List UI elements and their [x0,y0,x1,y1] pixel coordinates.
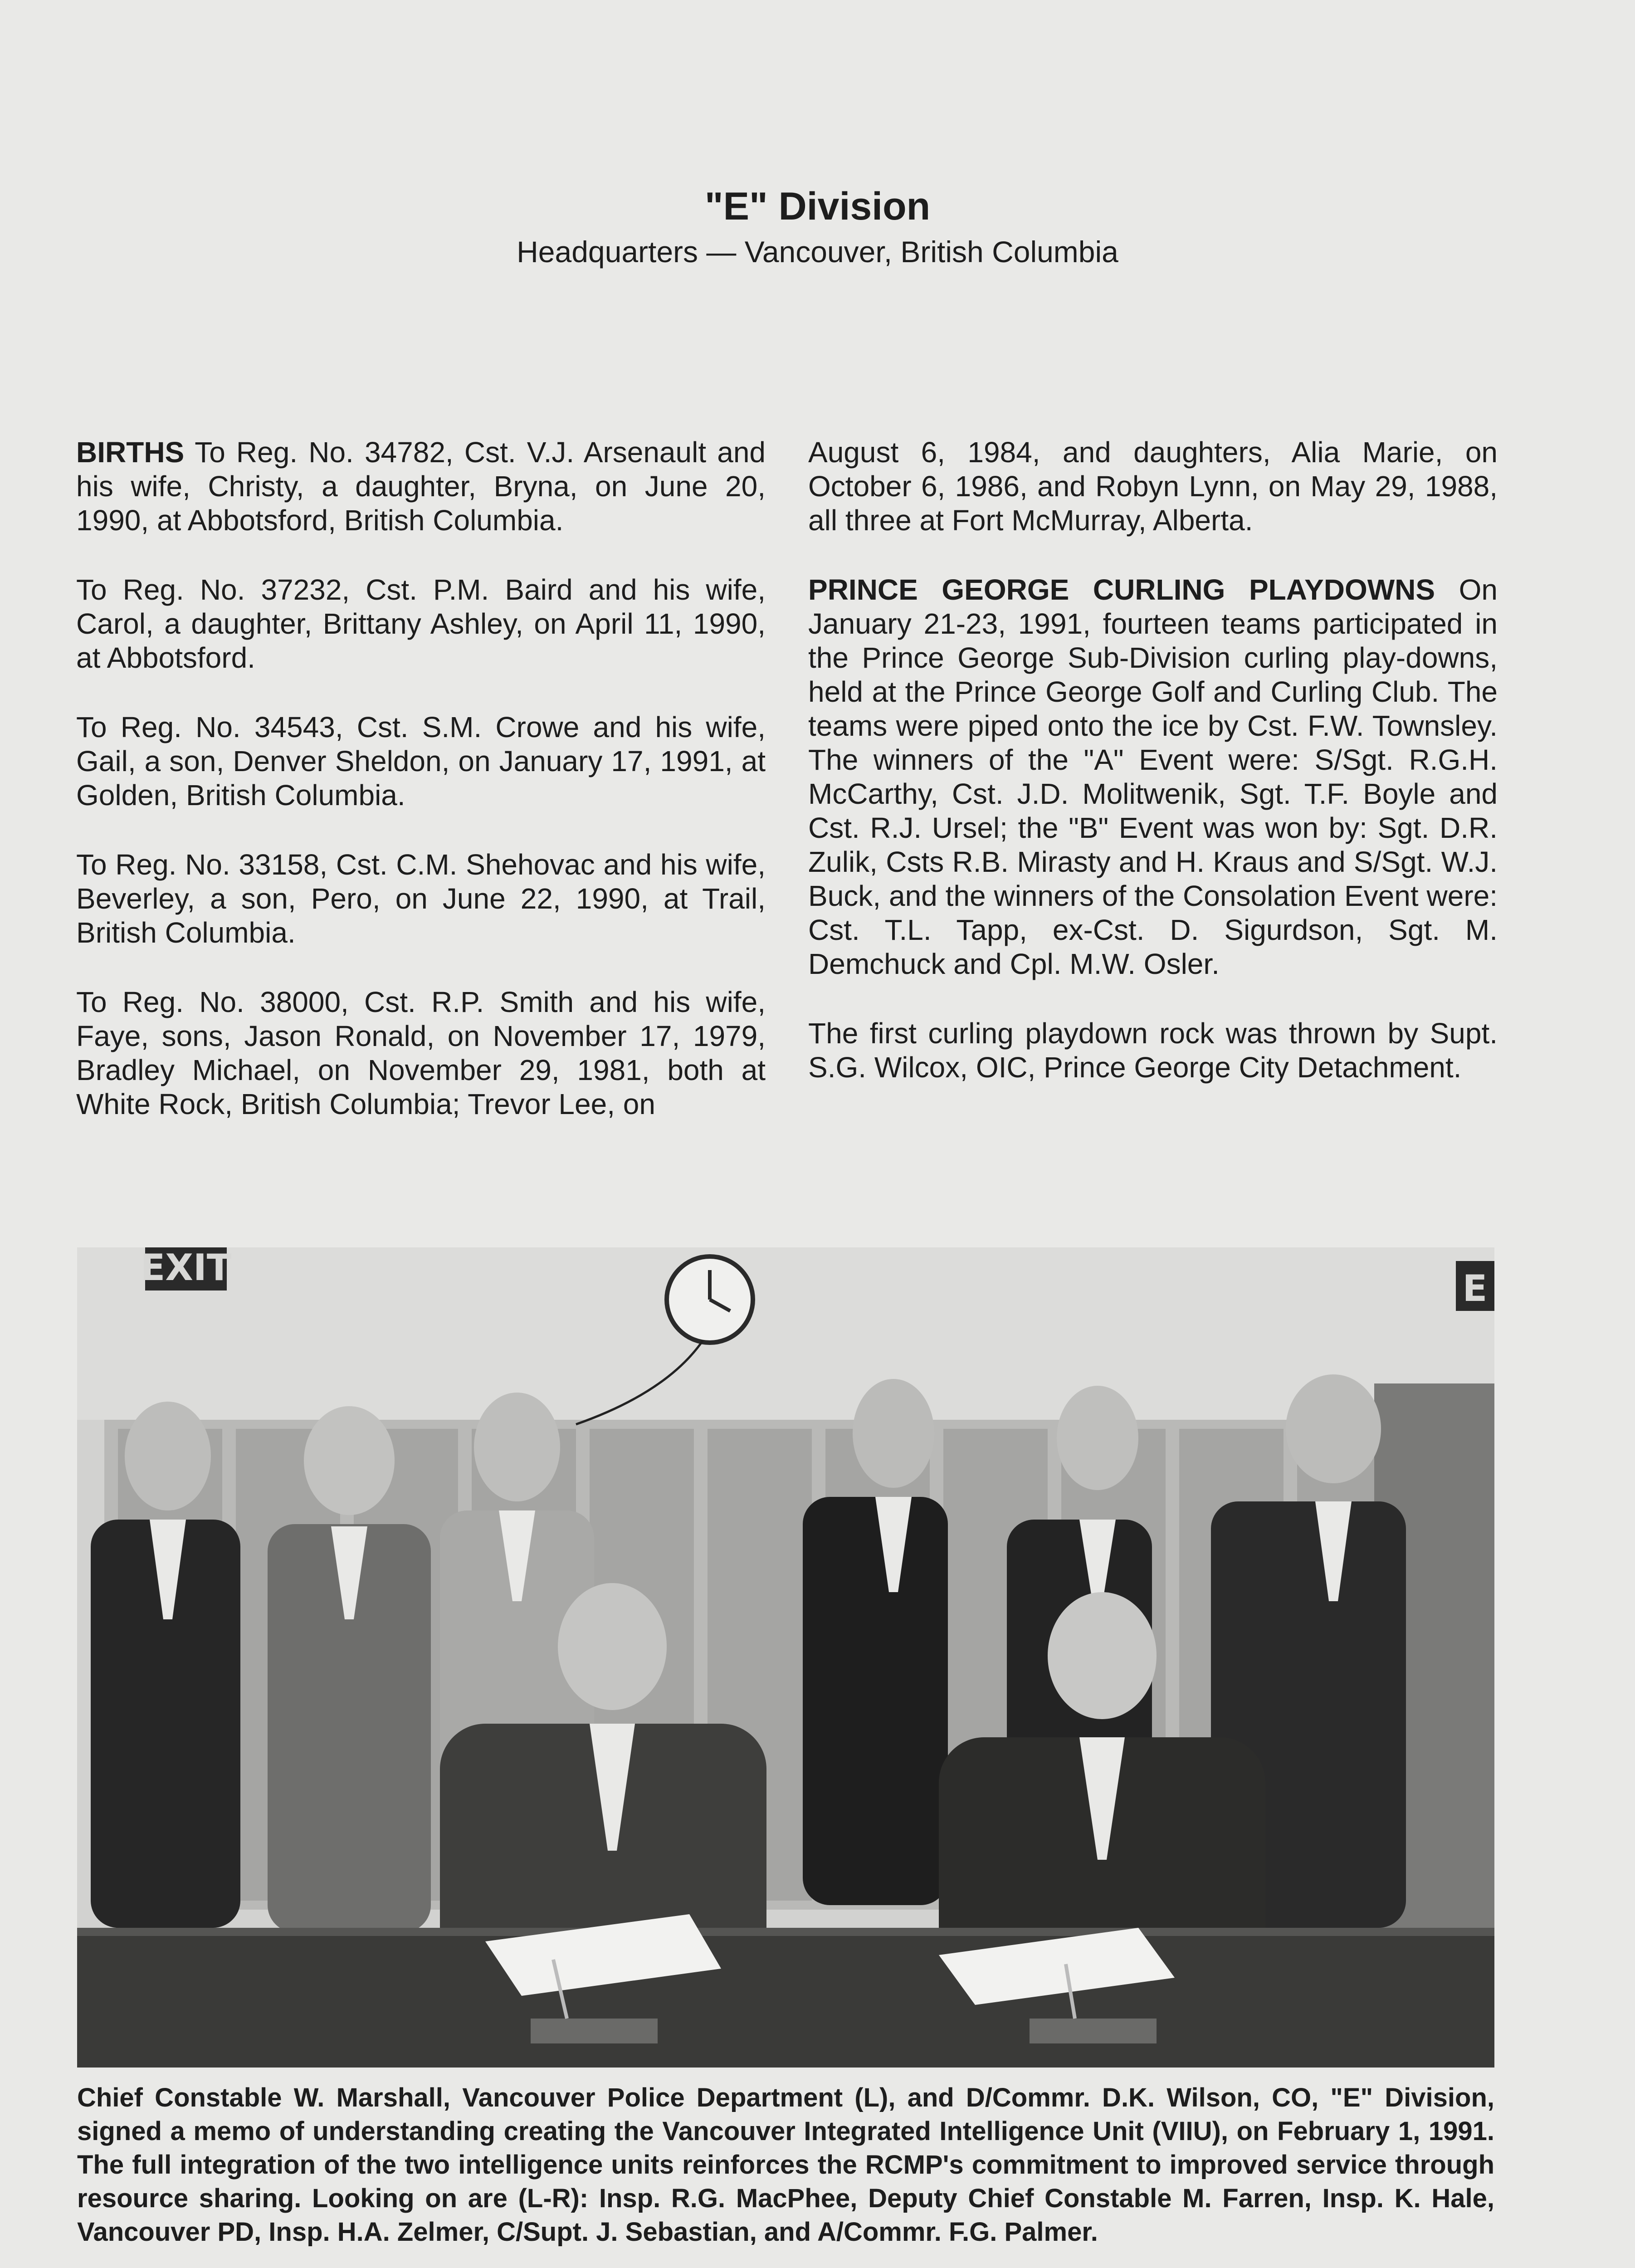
photo-caption: Chief Constable W. Marshall, Vancouver Police Department (L), and D/Commr. D.K. Wilson, CO, "E" Division, signed a memo of understanding creating the Vancouver Integrated Intelligence Unit (VIIU), on February 1, 1991. The full integration of the two intelligence units reinforces the RCMP's commitment to improved service through resource sharing. Looking on are (L-R): Insp. R.G. MacPhee, Deputy Chief Constable M. Farren, Insp. K. Hale, Vancouver PD, Insp. H.A. Zelmer, C/Supt. J. Sebastian, and A/Commr. F.G. Palmer. [77,2083,1494,2247]
births-paragraph-5: To Reg. No. 38000, Cst. R.P. Smith and his wife, Faye, sons, Jason Ronald, on November 17, 1979, Bradley Michael, on November 29, 1981, both at White Rock, British Columbia; Trevor Lee, on [76,986,766,1120]
births-paragraph-2: To Reg. No. 37232, Cst. P.M. Baird and his wife, Carol, a daughter, Brittany Ashley, on April 11, 1990, at Abbotsford. [76,573,766,674]
left-column [76,435,766,1157]
page-header [0,181,1635,272]
page-subtitle: Headquarters — Vancouver, British Columbia [517,235,1118,269]
page-title: "E" Division [704,185,931,228]
births-heading: BIRTHS [76,436,185,469]
exit-sign: EXIT [140,1247,232,1289]
births-paragraph-4: To Reg. No. 33158, Cst. C.M. Shehovac and his wife, Beverley, a son, Pero, on June 22, 1990, at Trail, British Columbia. [76,848,766,949]
curling-paragraph-2: The first curling playdown rock was thrown by Supt. S.G. Wilcox, OIC, Prince George City Detachment. [808,1017,1498,1084]
curling-heading: PRINCE GEORGE CURLING PLAYDOWNS [808,573,1435,606]
curling-paragraph-1 [808,573,1498,981]
births-paragraph-3: To Reg. No. 34543, Cst. S.M. Crowe and his wife, Gail, a son, Denver Sheldon, on January 17, 1991, at Golden, British Columbia. [76,711,766,811]
right-column [808,435,1498,1120]
signing-table [77,1914,1494,2068]
signing-photo [77,1247,1494,2068]
births-paragraph-1-text: To Reg. No. 34782, Cst. V.J. Arsenault and his wife, Christy, a daughter, Bryna, on June 20, 1990, at Abbotsford, British Columbia. [76,436,766,537]
exit-sign-right: E [1462,1267,1488,1310]
births-paragraph-5-continued: August 6, 1984, and daughters, Alia Marie, on October 6, 1986, and Robyn Lynn, on May 29, 1988, all three at Fort McMurray, Alberta. [808,436,1498,537]
curling-paragraph-1-text: On January 21-23, 1991, fourteen teams participated in the Prince George Sub-Division curling play-downs, held at the Prince George Golf and Curling Club. The teams were piped onto the ice by Cst. F.W. Townsley. The winners of the "A" Event were: S/Sgt. R.G.H. McCarthy, Cst. J.D. Molitwenik, Sgt. T.F. Boyle and Cst. R.J. Ursel; the "B" Event was won by: Sgt. D.R. Zulik, Csts R.B. Mirasty and H. Kraus and S/Sgt. W.J. Buck, and the winners of the Consolation Event were: Cst. T.L. Tapp, ex-Cst. D. Sigurdson, Sgt. M. Demchuck and Cpl. M.W. Osler. [808,573,1498,980]
births-paragraph-1 [76,435,766,538]
